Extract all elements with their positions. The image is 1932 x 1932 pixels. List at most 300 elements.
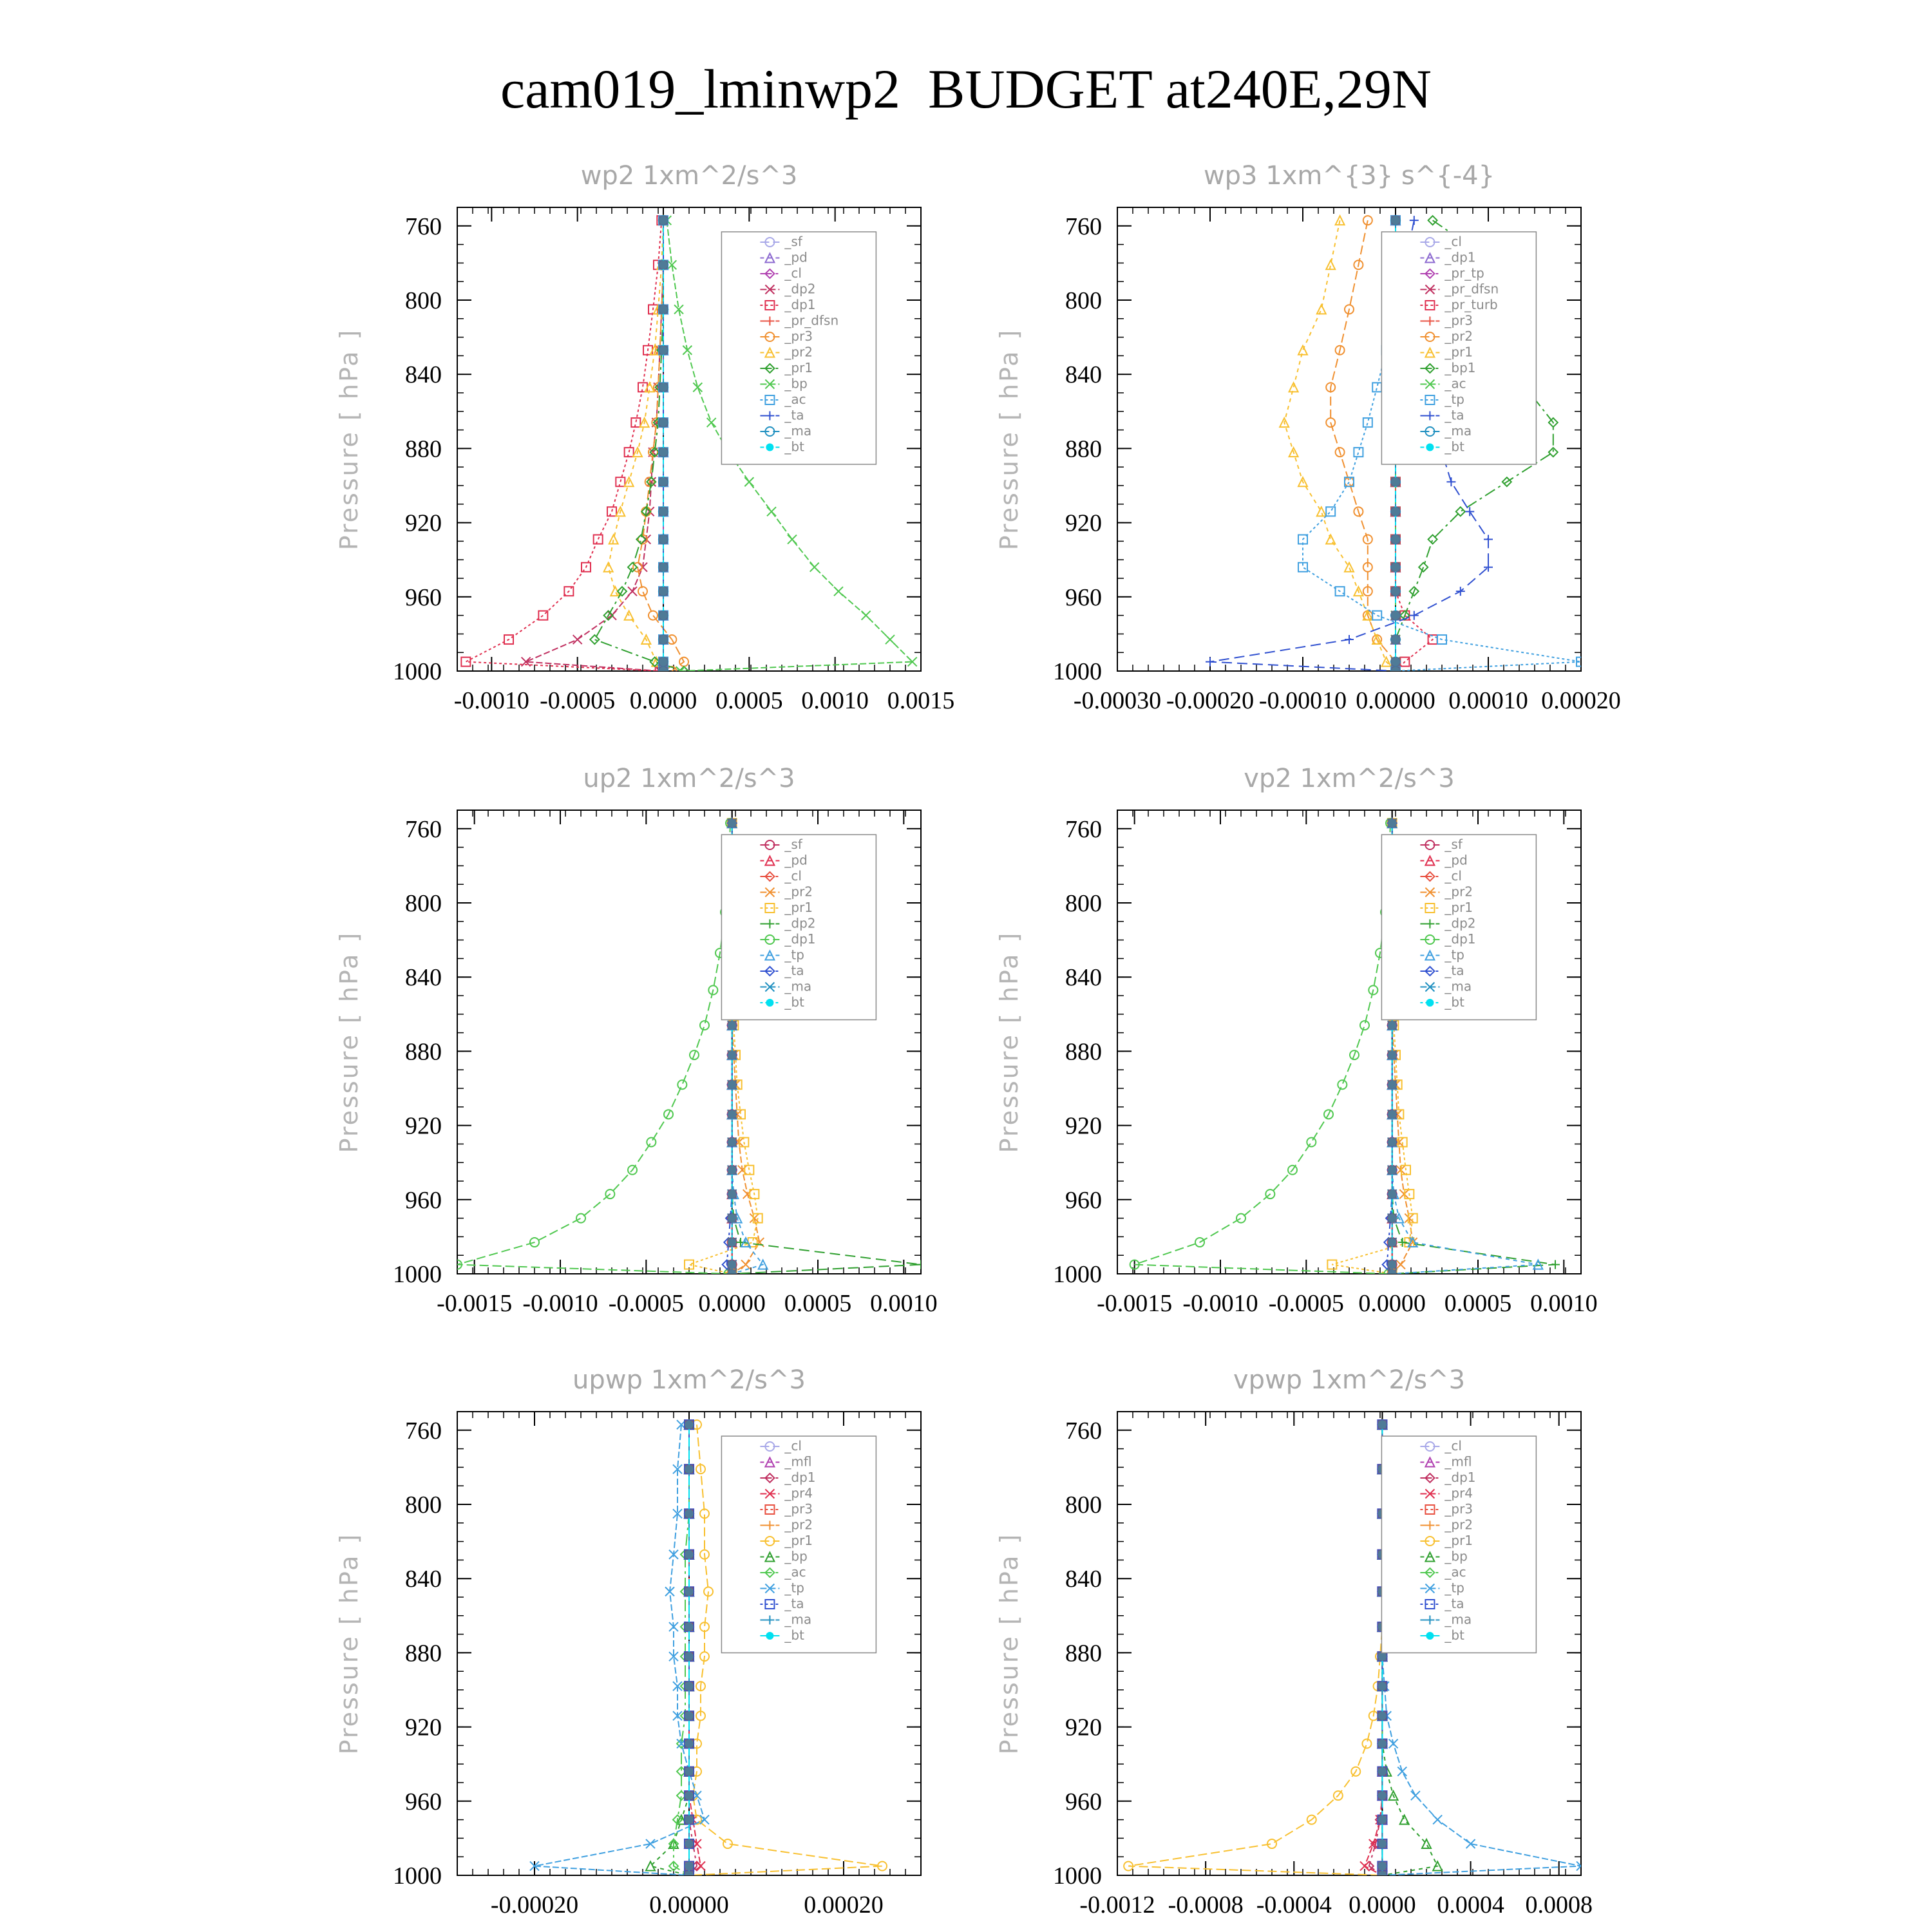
zero-marker xyxy=(659,418,668,427)
series-point xyxy=(604,563,613,572)
series-ac xyxy=(669,1420,694,1880)
y-tick-label: 840 xyxy=(1065,361,1102,389)
zero-marker xyxy=(728,1269,737,1278)
series-point xyxy=(1362,1739,1371,1748)
legend-label: _pr_dfsn xyxy=(1444,281,1499,297)
x-tick-label: -0.00030 xyxy=(1073,687,1162,714)
series-line xyxy=(1135,823,1390,1274)
series-point xyxy=(1298,346,1307,355)
legend-marker xyxy=(1426,1632,1434,1640)
panel-title: wp2 1xm^2/s^3 xyxy=(580,161,798,191)
series-point xyxy=(1206,658,1215,667)
zero-marker xyxy=(685,1767,694,1776)
zero-marker xyxy=(1391,477,1400,486)
x-tick-label: -0.0008 xyxy=(1168,1891,1244,1918)
zero-marker xyxy=(728,1021,737,1030)
legend-label: _ma xyxy=(1444,1611,1472,1627)
zero-marker xyxy=(1388,1260,1397,1269)
y-axis-label: Pressure [ hPa ] xyxy=(335,931,363,1153)
legend-marker xyxy=(766,444,773,451)
legend-label: _pr1 xyxy=(784,1533,813,1548)
legend-label: _dp2 xyxy=(784,281,816,297)
legend-label: _sf xyxy=(1444,837,1463,852)
series-point xyxy=(1345,563,1354,572)
series-point xyxy=(1354,448,1363,457)
y-axis-label: Pressure [ hPa ] xyxy=(335,1532,363,1755)
x-tick-label: -0.0005 xyxy=(540,687,616,714)
legend-label: _mfl xyxy=(1444,1454,1472,1470)
series-line xyxy=(526,220,663,671)
legend-label: _ta xyxy=(1444,1596,1464,1611)
legend-label: _tp xyxy=(784,1580,804,1596)
zero-marker xyxy=(1391,535,1400,544)
y-axis-label: Pressure [ hPa ] xyxy=(995,328,1023,551)
series-pr1 xyxy=(1124,1420,1387,1880)
legend-label: _pr_turb xyxy=(1444,297,1498,312)
y-tick-label: 800 xyxy=(1065,890,1102,917)
y-tick-label: 800 xyxy=(1065,287,1102,314)
series-point xyxy=(744,477,753,486)
series-line xyxy=(650,1425,689,1875)
legend-label: _cl xyxy=(784,1438,802,1454)
y-tick-label: 920 xyxy=(1065,509,1102,537)
series-point xyxy=(834,587,843,596)
y-tick-label: 920 xyxy=(1065,1714,1102,1741)
y-tick-label: 840 xyxy=(405,361,442,389)
series-point xyxy=(788,535,797,544)
panel-title: vpwp 1xm^2/s^3 xyxy=(1233,1365,1466,1395)
zero-marker xyxy=(685,1871,694,1880)
series-point xyxy=(1389,1739,1398,1748)
series-line xyxy=(1128,1425,1382,1875)
series-point xyxy=(573,635,582,644)
zero-marker xyxy=(1378,1815,1387,1824)
series-point xyxy=(862,611,871,620)
y-tick-label: 880 xyxy=(1065,1640,1102,1667)
legend-label: _ma xyxy=(784,1611,812,1627)
legend-label: _dp1 xyxy=(1444,249,1476,265)
x-tick-label: 0.0010 xyxy=(870,1290,938,1317)
legend-label: _pr1 xyxy=(1444,344,1473,360)
legend-label: _bp1 xyxy=(1444,360,1476,375)
y-tick-label: 760 xyxy=(1065,1417,1102,1444)
legend-label: _ac xyxy=(784,392,806,407)
zero-marker xyxy=(659,587,668,596)
x-tick-label: 0.0000 xyxy=(629,687,697,714)
zero-marker xyxy=(659,635,668,644)
x-tick-label: 0.0008 xyxy=(1525,1891,1593,1918)
zero-marker xyxy=(1388,1166,1397,1175)
zero-marker xyxy=(685,1420,694,1429)
y-tick-label: 760 xyxy=(1065,213,1102,240)
y-tick-label: 1000 xyxy=(1053,658,1102,685)
series-point xyxy=(1345,635,1354,644)
x-tick-label: -0.00020 xyxy=(1166,687,1255,714)
zero-marker xyxy=(685,1652,694,1661)
x-tick-label: -0.0005 xyxy=(608,1290,684,1317)
zero-marker xyxy=(1391,587,1400,596)
series-point xyxy=(1433,1815,1442,1824)
x-tick-label: 0.0005 xyxy=(715,687,783,714)
legend-label: _pr3 xyxy=(784,328,813,344)
x-tick-label: 0.0004 xyxy=(1437,1891,1504,1918)
zero-marker xyxy=(659,216,668,225)
y-tick-label: 960 xyxy=(405,1788,442,1815)
series-point xyxy=(1307,1138,1316,1147)
legend-label: _dp1 xyxy=(784,1470,816,1485)
y-tick-label: 1000 xyxy=(393,1862,442,1889)
y-tick-label: 840 xyxy=(405,964,442,992)
series-pr3 xyxy=(633,216,688,676)
x-tick-label: -0.00010 xyxy=(1258,687,1347,714)
zero-marker xyxy=(1391,667,1400,676)
zero-marker xyxy=(728,1166,737,1175)
series-point xyxy=(1317,305,1326,314)
series-point xyxy=(1363,418,1372,427)
y-tick-label: 920 xyxy=(1065,1112,1102,1140)
zero-marker xyxy=(1388,1238,1397,1247)
legend-label: _tp xyxy=(784,947,804,963)
series-point xyxy=(886,635,895,644)
series-line xyxy=(1365,1425,1382,1875)
series-point xyxy=(707,418,716,427)
legend-label: _ta xyxy=(1444,963,1464,978)
series-point xyxy=(1289,383,1298,392)
series-point xyxy=(810,563,819,572)
panel-1 xyxy=(335,161,954,714)
y-tick-label: 960 xyxy=(405,1186,442,1214)
legend-marker xyxy=(766,1632,773,1640)
series-point xyxy=(767,507,776,516)
legend-label: _ac xyxy=(1444,375,1466,392)
legend-label: _pr4 xyxy=(784,1485,813,1501)
y-tick-label: 920 xyxy=(405,1112,442,1140)
legend-label: _bt xyxy=(784,1627,804,1643)
y-tick-label: 1000 xyxy=(1053,1862,1102,1889)
zero-marker xyxy=(1378,1791,1387,1800)
legend-label: _cl xyxy=(784,868,802,884)
zero-marker xyxy=(728,1110,737,1119)
zero-marker xyxy=(1388,819,1397,828)
zero-marker xyxy=(659,535,668,544)
legend-label: _ta xyxy=(784,1596,804,1611)
legend xyxy=(721,835,876,1020)
y-tick-label: 880 xyxy=(1065,1038,1102,1066)
x-tick-label: 0.00020 xyxy=(1541,687,1621,714)
zero-marker xyxy=(659,477,668,486)
series-point xyxy=(1396,1260,1405,1269)
zero-marker xyxy=(685,1509,694,1518)
legend-label: _pr2 xyxy=(784,344,813,360)
y-tick-label: 760 xyxy=(405,213,442,240)
x-tick-label: 0.00010 xyxy=(1448,687,1528,714)
x-tick-label: -0.0012 xyxy=(1079,1891,1155,1918)
zero-marker xyxy=(685,1681,694,1690)
x-tick-label: -0.0005 xyxy=(1268,1290,1344,1317)
y-tick-label: 760 xyxy=(405,815,442,843)
x-tick-label: 0.0005 xyxy=(784,1290,852,1317)
zero-marker xyxy=(728,1080,737,1089)
legend xyxy=(1381,835,1536,1020)
zero-marker xyxy=(728,819,737,828)
x-tick-label: 0.00020 xyxy=(804,1891,884,1918)
zero-marker xyxy=(659,448,668,457)
x-tick-label: -0.00020 xyxy=(490,1891,579,1918)
legend-label: _pr1 xyxy=(784,360,813,375)
zero-marker xyxy=(685,1464,694,1473)
series-point xyxy=(576,1214,585,1223)
legend-label: _sf xyxy=(784,837,802,852)
x-tick-label: -0.0010 xyxy=(1182,1290,1258,1317)
y-axis-label: Pressure [ hPa ] xyxy=(995,931,1023,1153)
series-dp1 xyxy=(461,216,666,676)
legend-label: _ma xyxy=(784,423,812,439)
legend xyxy=(1381,1436,1536,1653)
zero-marker xyxy=(659,658,668,667)
legend-label: _ma xyxy=(784,978,812,994)
zero-marker xyxy=(1388,1189,1397,1198)
legend-label: _pr_dfsn xyxy=(784,312,839,328)
zero-marker xyxy=(1391,507,1400,516)
zero-marker xyxy=(659,383,668,392)
series-point xyxy=(1551,1260,1560,1269)
x-tick-label: -0.0010 xyxy=(453,687,529,714)
legend-label: _cl xyxy=(1444,868,1462,884)
series-point xyxy=(1236,1214,1245,1223)
series-point xyxy=(649,611,658,620)
legend-label: _dp2 xyxy=(1444,915,1476,931)
series-dp1 xyxy=(453,819,735,1278)
series-point xyxy=(1484,535,1493,544)
y-tick-label: 1000 xyxy=(393,658,442,685)
series-line xyxy=(457,823,730,1274)
zero-marker xyxy=(685,1550,694,1559)
series-point xyxy=(1400,1815,1409,1824)
series-point xyxy=(1411,1791,1420,1800)
x-tick-label: 0.0000 xyxy=(698,1290,766,1317)
x-tick-label: 0.00000 xyxy=(1356,687,1435,714)
series-line xyxy=(689,1425,697,1875)
zero-marker xyxy=(1378,1681,1387,1690)
legend-label: _pd xyxy=(1444,852,1468,868)
y-tick-label: 880 xyxy=(405,435,442,463)
panel-4 xyxy=(995,764,1598,1317)
y-tick-label: 800 xyxy=(1065,1492,1102,1519)
zero-marker xyxy=(728,1189,737,1198)
y-tick-label: 880 xyxy=(1065,435,1102,463)
zero-marker xyxy=(685,1839,694,1848)
zero-marker xyxy=(685,1711,694,1720)
zero-marker xyxy=(685,1739,694,1748)
legend-label: _pr4 xyxy=(1444,1485,1473,1501)
legend-label: _pr1 xyxy=(1444,900,1473,915)
legend-label: _cl xyxy=(1444,1438,1462,1454)
y-tick-label: 920 xyxy=(405,509,442,537)
legend-marker xyxy=(1426,444,1434,451)
series-point xyxy=(677,1080,687,1089)
x-tick-label: -0.0004 xyxy=(1256,1891,1332,1918)
legend-label: _pr2 xyxy=(784,884,813,900)
legend-label: _sf xyxy=(784,234,802,249)
zero-marker xyxy=(685,1862,694,1871)
zero-marker xyxy=(659,260,668,269)
legend-label: _cl xyxy=(784,265,802,281)
zero-marker xyxy=(659,611,668,620)
zero-marker xyxy=(728,1214,737,1223)
zero-marker xyxy=(1391,611,1400,620)
legend-label: _tp xyxy=(1444,1580,1464,1596)
series-dp2 xyxy=(522,216,668,676)
legend-label: _dp2 xyxy=(784,915,816,931)
zero-marker xyxy=(1391,216,1400,225)
legend-label: _pr2 xyxy=(784,1517,813,1533)
legend-label: _pr_tp xyxy=(1444,265,1484,281)
legend-label: _ac xyxy=(784,1564,806,1580)
zero-marker xyxy=(1391,563,1400,572)
series-pr2 xyxy=(604,216,668,676)
legend-label: _pr2 xyxy=(1444,328,1473,344)
series-point xyxy=(916,1260,925,1269)
zero-marker xyxy=(659,346,668,355)
x-tick-label: -0.0015 xyxy=(437,1290,513,1317)
series-point xyxy=(594,535,603,544)
panel-2 xyxy=(995,161,1621,714)
series-point xyxy=(1326,535,1335,544)
x-tick-label: 0.0010 xyxy=(801,687,869,714)
series-point xyxy=(743,1189,752,1198)
legend-label: _pr1 xyxy=(1444,1533,1473,1548)
legend-label: _pr3 xyxy=(1444,1501,1473,1517)
y-tick-label: 960 xyxy=(405,583,442,611)
legend-label: _dp1 xyxy=(784,297,816,312)
y-tick-label: 1000 xyxy=(1053,1261,1102,1288)
legend-label: _pr2 xyxy=(1444,1517,1473,1533)
series-point xyxy=(741,1260,750,1269)
zero-marker xyxy=(1388,1110,1397,1119)
panel-3 xyxy=(335,764,938,1317)
y-tick-label: 960 xyxy=(1065,583,1102,611)
legend-label: _mfl xyxy=(784,1454,812,1470)
zero-marker xyxy=(685,1815,694,1824)
y-tick-label: 960 xyxy=(1065,1186,1102,1214)
y-tick-label: 1000 xyxy=(393,1261,442,1288)
zero-marker xyxy=(1388,1138,1397,1147)
series-point xyxy=(590,635,599,644)
legend-label: _tp xyxy=(1444,392,1464,407)
y-tick-label: 840 xyxy=(1065,1566,1102,1593)
y-tick-label: 760 xyxy=(405,1417,442,1444)
legend-label: _ta xyxy=(784,407,804,423)
legend-label: _cl xyxy=(1444,234,1462,249)
series-point xyxy=(1317,507,1326,516)
zero-marker xyxy=(1378,1871,1387,1880)
zero-marker xyxy=(1378,1767,1387,1776)
series-point xyxy=(700,1021,709,1030)
legend-label: _ma xyxy=(1444,423,1472,439)
series-point xyxy=(631,418,640,427)
legend-marker xyxy=(1426,999,1434,1007)
legend-label: _bt xyxy=(784,994,804,1010)
legend-label: _bp xyxy=(1444,1548,1468,1564)
zero-marker xyxy=(1388,1214,1397,1223)
zero-marker xyxy=(1378,1739,1387,1748)
zero-marker xyxy=(1378,1652,1387,1661)
zero-marker xyxy=(1378,1420,1387,1429)
zero-marker xyxy=(1378,1839,1387,1848)
legend xyxy=(1381,232,1536,464)
series-point xyxy=(683,346,692,355)
legend-label: _pr3 xyxy=(784,1501,813,1517)
series-point xyxy=(1549,448,1558,457)
x-tick-label: 0.0010 xyxy=(1530,1290,1598,1317)
zero-marker xyxy=(685,1791,694,1800)
series-point xyxy=(1410,216,1419,225)
zero-marker xyxy=(659,667,668,676)
y-tick-label: 800 xyxy=(405,1492,442,1519)
series-point xyxy=(1372,611,1381,620)
series-line xyxy=(689,1425,701,1875)
zero-marker xyxy=(1391,635,1400,644)
zero-marker xyxy=(685,1622,694,1631)
legend-label: _pd xyxy=(784,852,808,868)
series-point xyxy=(1372,383,1381,392)
zero-marker xyxy=(685,1587,694,1596)
zero-marker xyxy=(659,507,668,516)
y-tick-label: 960 xyxy=(1065,1788,1102,1815)
zero-marker xyxy=(1388,1050,1397,1059)
panel-title: wp3 1xm^{3} s^{-4} xyxy=(1203,161,1495,191)
legend-label: _ma xyxy=(1444,978,1472,994)
series-point xyxy=(1456,587,1465,596)
y-axis-label: Pressure [ hPa ] xyxy=(995,1532,1023,1755)
series-point xyxy=(696,1862,705,1871)
series-point xyxy=(1397,1767,1406,1776)
y-tick-label: 840 xyxy=(1065,964,1102,992)
y-tick-label: 880 xyxy=(405,1640,442,1667)
series-point xyxy=(693,383,702,392)
series-point xyxy=(647,1138,656,1147)
legend-label: _dp1 xyxy=(784,931,816,947)
x-tick-label: 0.00000 xyxy=(649,1891,729,1918)
legend-label: _ac xyxy=(1444,1564,1466,1580)
legend xyxy=(721,1436,876,1653)
series-dp1 xyxy=(1130,819,1395,1278)
panel-5 xyxy=(335,1365,921,1918)
legend-label: _bt xyxy=(1444,1627,1464,1643)
zero-marker xyxy=(728,1138,737,1147)
legend-label: _dp1 xyxy=(1444,1470,1476,1485)
series-point xyxy=(1410,611,1419,620)
series-dp1 xyxy=(685,1420,701,1880)
x-tick-label: 0.0000 xyxy=(1349,1891,1416,1918)
legend-label: _bt xyxy=(1444,994,1464,1010)
series-line xyxy=(638,220,684,671)
zero-marker xyxy=(728,1238,737,1247)
series-line xyxy=(1284,220,1396,671)
legend-label: _bt xyxy=(1444,439,1464,455)
zero-marker xyxy=(728,1260,737,1269)
legend-label: _ta xyxy=(784,963,804,978)
series-bp xyxy=(646,1420,694,1880)
series-point xyxy=(1398,1238,1407,1247)
series-line xyxy=(674,1425,689,1875)
y-tick-label: 880 xyxy=(405,1038,442,1066)
zero-marker xyxy=(728,1050,737,1059)
legend-label: _bp xyxy=(784,1548,808,1564)
series-point xyxy=(1326,507,1335,516)
series-point xyxy=(1465,507,1474,516)
panel-title: vp2 1xm^2/s^3 xyxy=(1244,764,1455,793)
